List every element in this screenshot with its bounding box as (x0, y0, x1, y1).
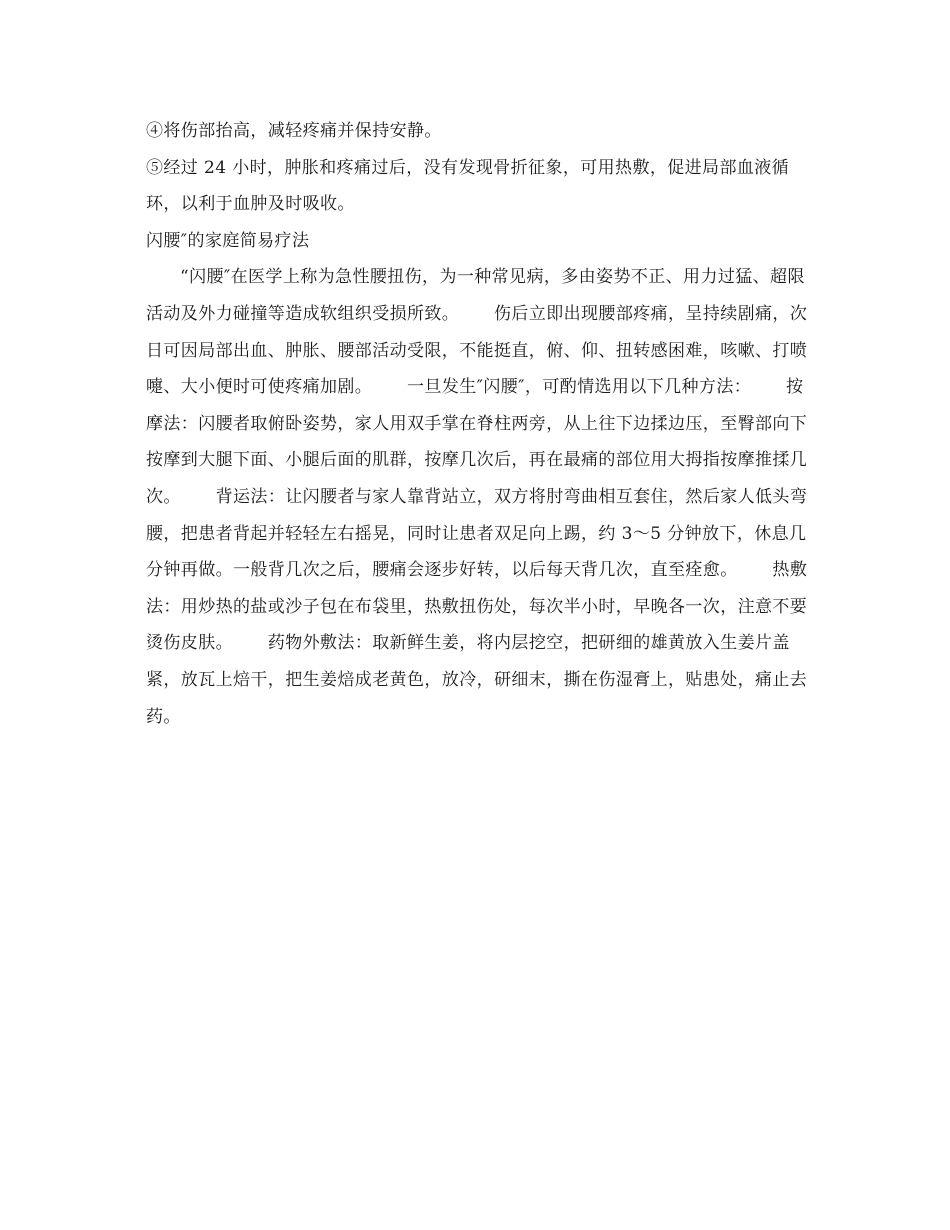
section-title: 闪腰″的家庭简易疗法 (146, 230, 310, 251)
document-page (146, 113, 810, 735)
body-paragraph: “闪腰″在医学上称为急性腰扭伤，为一种常见病，多由姿势不正、用力过猛、超限活动及外力碰撞等造成软组织受损所致。 伤后立即出现腰部疼痛，呈持续剧痛，次日可因局部出血、肿胀、腰部活动受限，不能挺直，俯、仰、扭转感困难，咳嗽、打喷嚏、大小便时可使疼痛加剧。 一旦发生″闪腰″，可酌情选用以下几种方法： 按摩法：闪腰者取俯卧姿势，家人用双手掌在脊柱两旁，从上往下边揉边压，至臀部向下按摩到大腿下面、小腿后面的肌群，按摩几次后，再在最痛的部位用大拇指按摩推揉几次。 背运法：让闪腰者与家人靠背站立，双方将肘弯曲相互套住，然后家人低头弯腰，把患者背起并轻轻左右摇晃，同时让患者双足向上踢，约 3～5 分钟放下，休息几分钟再做。一般背几次之后，腰痛会逐步好转，以后每天背几次，直至痊愈。 热敷法：用炒热的盐或沙子包在布袋里，热敷扭伤处，每次半小时，早晚各一次，注意不要烫伤皮肤。 药物外敷法：取新鲜生姜，将内层挖空，把研细的雄黄放入生姜片盖紧，放瓦上焙干，把生姜焙成老黄色，放冷，研细末，撕在伤湿膏上，贴患处，痛止去药。 (146, 267, 808, 727)
list-item-elevate: ④将伤部抬高，减轻疼痛并保持安静。 (146, 121, 442, 141)
list-item-heat-compress: ⑤经过 24 小时，肿胀和疼痛过后，没有发现骨折征象，可用热敷，促进局部血液循环，以利于血肿及时吸收。 (146, 157, 790, 215)
